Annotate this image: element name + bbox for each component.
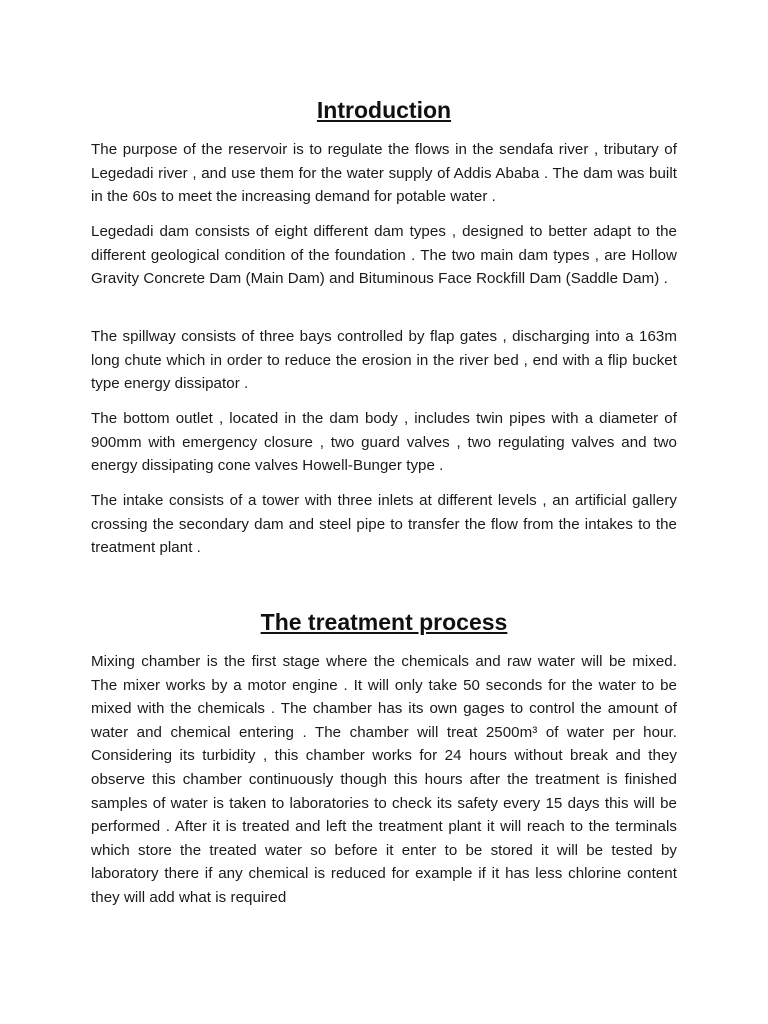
- introduction-paragraph: The bottom outlet , located in the dam body , includes twin pipes with a diameter of 900mm with emergency closure , two guard valves , two regulating valves and two energy dissipating cone valves Howell-Bunger type .: [91, 410, 677, 475]
- introduction-paragraph: The spillway consists of three bays controlled by flap gates , discharging into a 163m long chute which in order to reduce the erosion in the river bed , end with a flip bucket type energy dissipator .: [91, 328, 677, 393]
- introduction-paragraph: Legedadi dam consists of eight different dam types , designed to better adapt to the different geological condition of the foundation . The two main dam types , are Hollow Gravity Concrete Dam (Main Dam) and Bituminous Face Rockfill Dam (Saddle Dam) .: [91, 223, 677, 288]
- introduction-heading: Introduction: [316, 97, 452, 123]
- introduction-paragraph: The purpose of the reservoir is to regulate the flows in the sendafa river , tributary of Legedadi river , and use them for the water supply of Addis Ababa . The dam was built in the 60s to meet the increasing demand for potable water .: [91, 141, 677, 206]
- treatment-paragraph: Mixing chamber is the first stage where the chemicals and raw water will be mixed. The mixer works by a motor engine . It will only take 50 seconds for the water to be mixed with the chemicals . The chamber has its own gages to control the amount of water and chemical entering . The chamber will treat 2500m³ of water per hour. Considering its turbidity , this chamber works for 24 hours without break and they observe this chamber continuously though this hours after the treatment is finished samples of water is taken to laboratories to check its safety every 15 days this will be performed . After it is treated and left the treatment plant it will reach to the terminals which store the treated water so before it enter to be stored it will be tested by laboratory there if any chemical is reduced for example if it has less chlorine content they will add what is required: [91, 653, 677, 906]
- treatment-heading: The treatment process: [260, 609, 508, 635]
- introduction-paragraph: The intake consists of a tower with three inlets at different levels , an artificial gallery crossing the secondary dam and steel pipe to transfer the flow from the intakes to the treatment plant .: [91, 492, 677, 557]
